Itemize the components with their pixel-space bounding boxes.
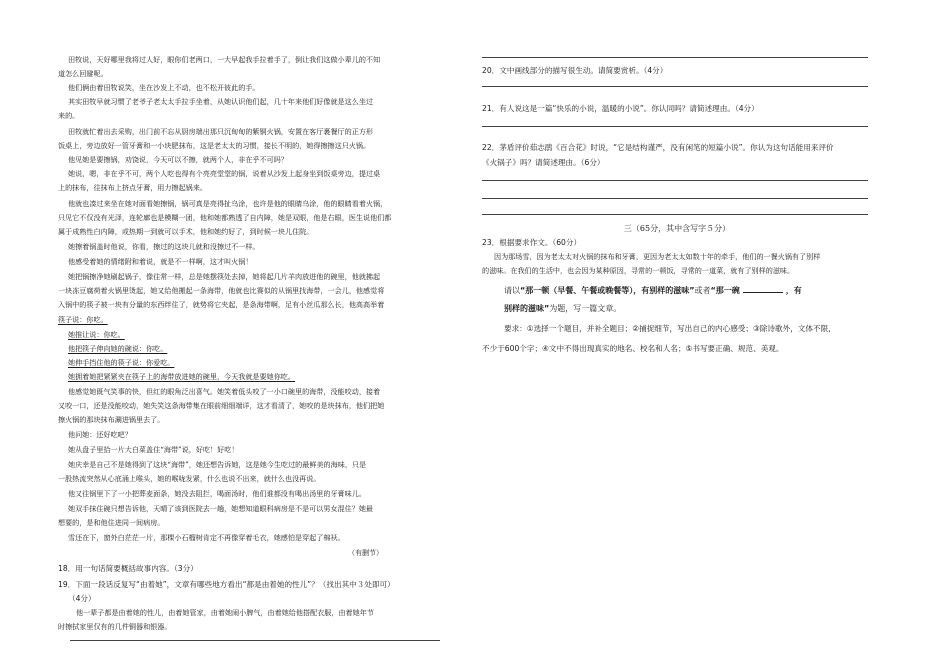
story-line: 来的。 bbox=[58, 111, 80, 120]
story-line: 他们俩由着田牧说笑，坐在沙发上不动，也不松开彼此的手。 bbox=[68, 83, 260, 92]
story-line: 又咬一口，还是没能咬动，她失笑这条海带集在眼前细细端详，这才看清了，她咬的是块抹布，他们把她 bbox=[58, 401, 385, 410]
story-line: 入锅中的筷子被一块有分量的东西绊住了，就势将它夹起，是条海带啊，足有小丝瓜那么长，他高高举着 bbox=[58, 300, 385, 309]
story-line: 田牧就忙着出去采购，出门前不忘从厨房端出那只沉甸甸的紫铜火锅，安置在客厅裹餐厅的正方形 bbox=[68, 127, 374, 136]
story-line: 其实田牧早就习惯了老爷子老太太手拉手坐着，从她认识他们起，几十年来他们好像就是这么坐过 bbox=[68, 97, 374, 106]
question-22: 22．茅盾评价茹志鹃《百合花》时说，“它是结构谨严，没有闲笔的短篇小说”。你认为这句话能用来评价 bbox=[482, 143, 834, 152]
title-blank[interactable] bbox=[743, 283, 783, 293]
answer-line[interactable] bbox=[482, 180, 868, 181]
story-line: 她双手抹住碗只想告诉他，天晴了该到医院去一趟，她想知道眼科病房是不是可以男女混住？她最 bbox=[68, 504, 374, 513]
question-19-quote: 时擦拭家里仅有的几件铜器和银器。 bbox=[58, 622, 172, 631]
question-22-cont: 《火锅子》吗？请简述理由。（6分） bbox=[482, 158, 605, 167]
story-line-underlined: 筷子说：你吃。 bbox=[58, 315, 108, 324]
prompt-text: 请以 bbox=[504, 286, 520, 295]
story-line: 他又往锅里下了一小把葬麦面条，她没去阻拦，喝面汤时，他们谁都没有喝出汤里的牙膏味儿。 bbox=[68, 489, 366, 498]
question-19: 19．下面一段话反复写“由着她”，文章有哪些地方看出“都是由着她的性儿”？（找出其中３处即可） bbox=[58, 580, 395, 589]
question-19-quote: 他一辈子都是由着她的性儿，由着她管家，由着她闹小脾气，由着她给他搭配衣服，由着她年节 bbox=[76, 608, 374, 617]
story-line-underlined: 她推让说：你吃。 bbox=[68, 330, 125, 339]
requirements: 要求：①选择一个题目，并补全题目；②捕捉细节，写出自己的内心感受；③除诗歌外，文体不限， bbox=[504, 324, 836, 333]
story-line-underlined: 他把筷子伸向她的碗说：你吃。 bbox=[68, 344, 168, 353]
story-line: 一块冻豆腐荷着火锅里烫起，她又给他搬起一条海带，他就也比赛似的从锅里找海带，一会儿，他感觉将 bbox=[58, 286, 385, 295]
title-option-2-tail: 别样的滋味” bbox=[504, 304, 550, 313]
story-line: 她擦着锅盖时他说，你看，擦过的这块儿就和没擦过不一样。 bbox=[68, 242, 260, 251]
story-line: 想要的，是和他住进同一间病房。 bbox=[58, 518, 165, 527]
story-line-underlined: 她拥着她把紧紧夹在筷子上的海带放进她的碗里，今天我就是要她你吃。 bbox=[68, 372, 295, 381]
question-21: 21．有人说这是一篇“快乐的小说，温暖的小说”。你认同吗？请简述理由。（4分） bbox=[482, 104, 759, 113]
story-line: 田牧说，天好哪里我将过人好，眼你们老两口，一大早起我手拉着手了，倒让我们这做小辈儿的不知 bbox=[68, 55, 381, 64]
answer-line[interactable] bbox=[482, 214, 868, 215]
answer-line[interactable] bbox=[482, 57, 868, 58]
requirements-cont: 不少于600个字；④文中不得出现真实的地名、校名和人名；⑤书写要正确、规范、美观。 bbox=[482, 344, 784, 353]
story-line: 他问她：还好吃吧？ bbox=[68, 430, 132, 439]
question-23: 23．根据要求作文。（60分） bbox=[482, 238, 582, 247]
story-line: 上的抹布，往抹布上挤点牙膏，用力擦起锅来。 bbox=[58, 183, 207, 192]
story-line: 他感觉她既气笑事的快，但红的眼角泛出喜气。她笑着低头咬了一小口碗里的海带，没能咬动，接着 bbox=[68, 387, 381, 396]
story-line: 他就也凑过来坐在她对面看她擦锅，锅可真是亮得扯乌涂，也许是他的眼睛乌涂，他的眼睛看着火锅， bbox=[68, 199, 388, 208]
story-line: 她庆幸是自己不是她得到了这块“海带”，她还想告诉她，这是她今生吃过的最鲜美的海味，只是 bbox=[68, 460, 367, 469]
story-line: 她从盘子里拾一片大白菜盖住“海带”说，好吃！好吃！ bbox=[68, 445, 239, 454]
story-line: 只见它不仅没有光泽，连轮廓也是模糊一团，他和她都熟透了自内障，她是双眼，他是右眼，医生说他们都 bbox=[58, 213, 392, 222]
question-23-intro: 因为那场雪，因为老太太对火锅的抹布和牙膏，更因为老太太如数十年的牵手，他们的一餐火锅有了别样 bbox=[494, 252, 821, 261]
story-line: 雪还在下，窗外白茫茫一片，那棵小石榴树肯定不再像穿着毛衣，她感怕是穿起了棉袄。 bbox=[68, 533, 345, 542]
prompt-text: 或者 bbox=[694, 286, 711, 295]
question-23-intro: 的滋味。在我们的生活中，也会因为某种原因，寻常的一顿饭，寻常的一道菜，就有了别样的滋味。 bbox=[482, 266, 795, 275]
story-line: 一股热流突然从心底涌上喉头，她的喉咙发紧，什么也说不出来，就什么也没再说。 bbox=[58, 474, 321, 483]
story-line: 她把锅擦净她刷起锅子，像往常一样，总是她摆筷处去掉，她将起几片羊肉放进他的碗里，他就拂起 bbox=[68, 272, 381, 281]
story-line: 他见她是要擦锅，劝饶说，今天可以不擦，就两个人，非在乎不可吗？ bbox=[68, 155, 288, 164]
section-3-heading: 三（65分，其中含写字５分） bbox=[623, 224, 731, 233]
story-line: 道怎么回避呢。 bbox=[58, 69, 108, 78]
prompt-text: 为题，写一篇文章。 bbox=[549, 304, 622, 313]
question-20: 20．文中画线部分的描写很生动。请简要赏析。（4分） bbox=[482, 66, 668, 75]
essay-prompt-cont bbox=[504, 302, 621, 316]
title-option-2: “那一碗 bbox=[710, 286, 740, 295]
story-line: 饭桌上，旁边放好一管牙膏和一小块肥抹布，这是老太太的习惯，接长不明的，她得擦擦这只火锅。 bbox=[58, 141, 371, 150]
answer-line[interactable] bbox=[482, 198, 868, 199]
story-line: 属于成熟性白内障，或热期一到就可以手术，他和她约好了，到时候一块儿住院。 bbox=[58, 227, 314, 236]
story-line: 擦火锅的那块抹布涮进锅里去了。 bbox=[58, 415, 165, 424]
title-option-2-end: ，有 bbox=[785, 286, 802, 295]
story-line: 她说，嗯，非在乎不可，两个人吃也得有个亮亮堂堂的锅，说着从沙发上起身坐到饭桌旁边，提过桌 bbox=[68, 169, 381, 178]
essay-prompt bbox=[504, 283, 802, 298]
title-option-1: “那一顿（早餐、午餐或晚餐等），有别样的滋味” bbox=[520, 286, 695, 295]
question-19-points: （4分） bbox=[68, 594, 96, 603]
story-line: 他感受着她的情绪附和着说，就是不一样啊，这才叫火锅！ bbox=[68, 257, 253, 266]
answer-line[interactable] bbox=[482, 126, 868, 127]
answer-line[interactable] bbox=[482, 86, 868, 87]
story-line-underlined: 她伸手挡住他的筷子说：你爱吃。 bbox=[68, 358, 175, 367]
answer-line[interactable] bbox=[70, 640, 440, 641]
question-18: 18．用一句话简要概括故事内容。（3分） bbox=[58, 564, 198, 573]
source-note: （有删节） bbox=[348, 549, 383, 557]
